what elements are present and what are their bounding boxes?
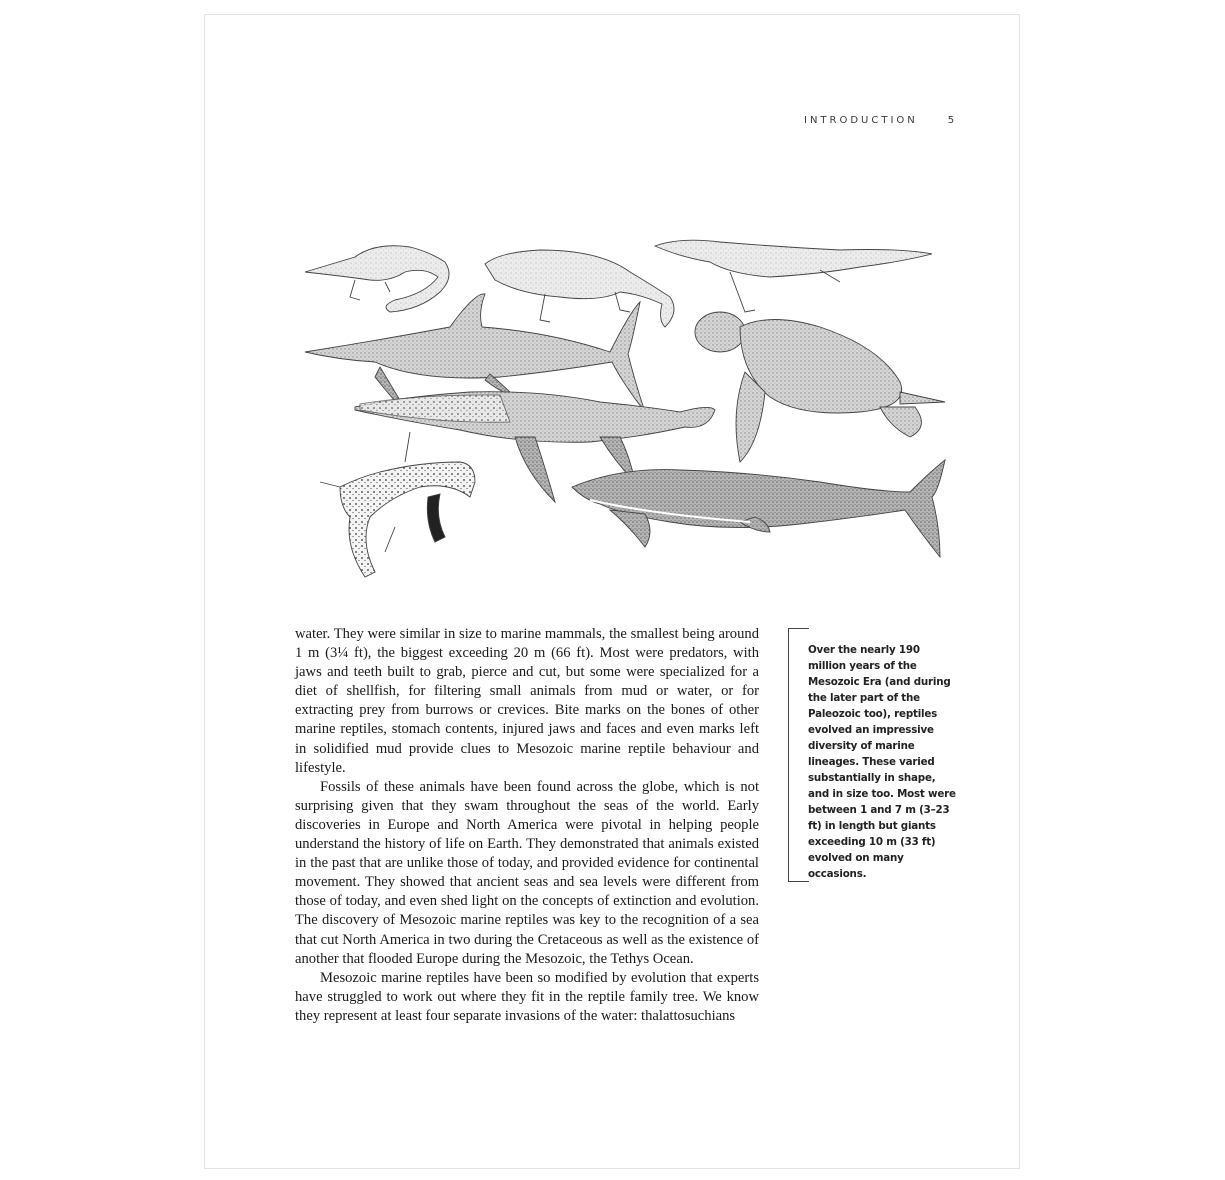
crocodylomorph-top-left-icon — [305, 246, 449, 312]
paragraph: Fossils of these animals have been found across the globe, which is not surprising given that they swam throughout the seas of the world. Early discoveries in Europe and North America were pivotal in helping people understand the history of life on Earth. They demonstrated that animals existed in the past that are unlike those of today, and provided evidence for continental movement. They showed that ancient seas and sea levels were different from those of today, and even shed light on the concepts of extinction and evolution. The discovery of Mesozoic marine reptiles was key to the recognition of a sea that cut North America in two during the Cretaceous as well as the existence of another that flooded Europe during the Mesozoic, the Tethys Ocean. — [295, 778, 759, 967]
caption-text: Over the nearly 190 million years of the Mesozoic Era (and during the later part of the Paleozoic too), reptiles evolved an impressive diversity of marine lineages. These varied substantially in shape, and in size too. Most were between 1 and 7 m (3–23 ft) in length but giants exceeding 10 m (33 ft) evolved on many occasions. — [808, 644, 956, 880]
page-number: 5 — [947, 115, 955, 126]
ichthyosaur-lower-icon — [572, 460, 945, 557]
marine-reptiles-illustration — [300, 232, 960, 588]
marine-reptile-top-right-icon — [655, 240, 932, 312]
sea-turtle-icon — [695, 312, 945, 462]
section-title: INTRODUCTION — [804, 115, 918, 126]
paragraph: water. They were similar in size to marine mammals, the smallest being around 1 m (3¼ ft), the biggest exceeding 20 m (66 ft). Most were predators, with jaws and teeth built to grab, pierce and cut, but some were specialized for a diet of shellfish, for filtering small animals from mud or water, or for extracting prey from burrows or crevices. Bite marks on the bones of other marine reptiles, stomach contents, injured jaws and faces and even marks left in solidified mud provide clues to Mesozoic marine reptile behaviour and lifestyle. — [295, 626, 759, 776]
paragraph: Mesozoic marine reptiles have been so modified by evolution that experts have struggled to work out where they fit in the reptile family tree. We know they represent at least four separate invasions of the water: thalattosuchians — [295, 969, 759, 1024]
small-lizard-reptile-icon — [320, 432, 475, 577]
crocodylomorph-top-center-icon — [485, 250, 674, 327]
body-text — [295, 625, 759, 1026]
running-head — [804, 115, 954, 126]
figure-caption — [788, 628, 958, 882]
